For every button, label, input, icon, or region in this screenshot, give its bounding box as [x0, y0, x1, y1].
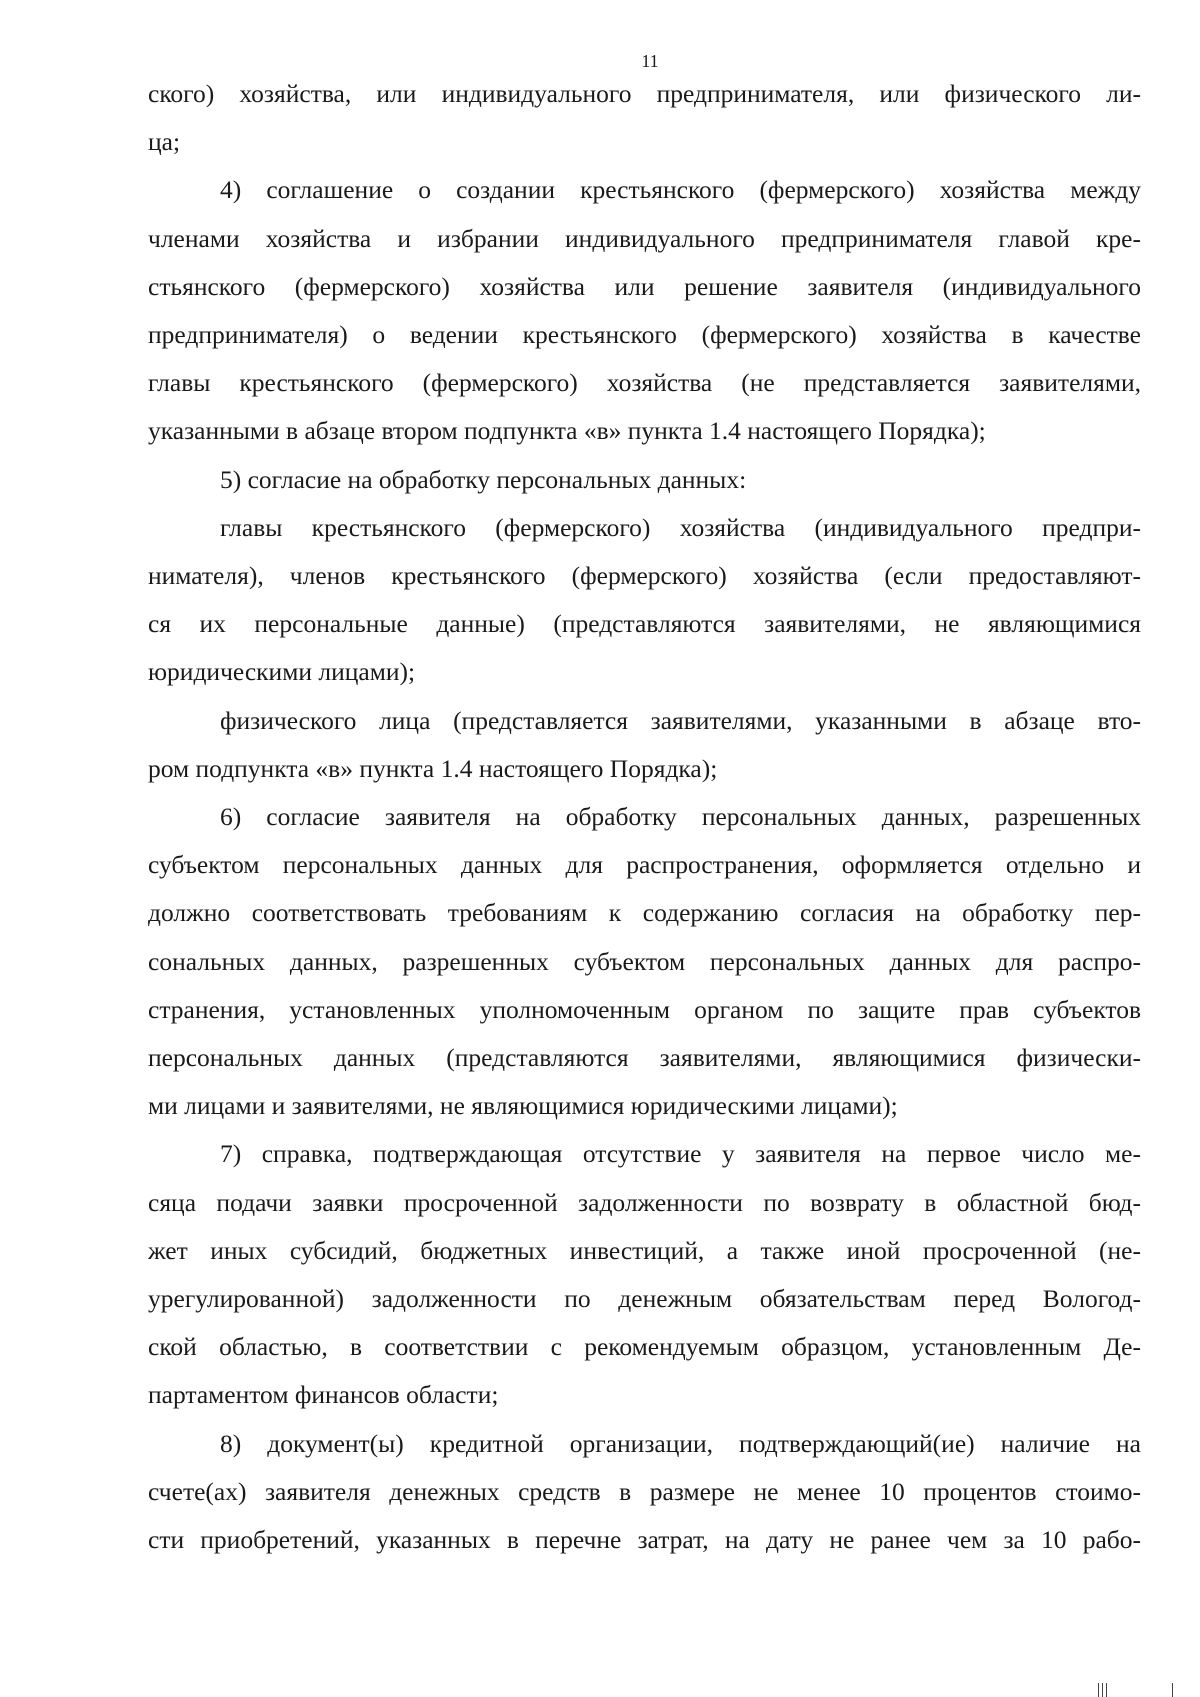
scan-edge-mark: [1172, 1683, 1173, 1697]
text-line: сяца подачи заявки просроченной задолженности по возврату в областной бюд-: [148, 1187, 1141, 1217]
text-line: главы крестьянского (фермерского) хозяйства (индивидуального предпри-: [220, 512, 1141, 542]
scan-edge-mark: [1106, 1683, 1107, 1697]
text-line: жет иных субсидий, бюджетных инвестиций, а также иной просроченной (не-: [148, 1235, 1141, 1265]
text-line: странения, установленных уполномоченным органом по защите прав субъектов: [148, 994, 1141, 1024]
text-line: ца;: [148, 127, 181, 157]
text-line: главы крестьянского (фермерского) хозяйства (не представляется заявителями,: [148, 368, 1141, 398]
text-line: ского) хозяйства, или индивидуального предпринимателя, или физического ли-: [148, 79, 1141, 108]
text-line: 5) согласие на обработку персональных данных:: [220, 464, 747, 494]
text-line: 6) согласие заявителя на обработку персональных данных, разрешенных: [220, 802, 1141, 832]
text-line: ми лицами и заявителями, не являющимися юридическими лицами);: [148, 1091, 898, 1121]
text-line: должно соответствовать требованиям к содержанию согласия на обработку пер-: [148, 898, 1141, 928]
text-line: физического лица (представляется заявителями, указанными в абзаце вто-: [220, 705, 1141, 735]
text-line: 7) справка, подтверждающая отсутствие у заявителя на первое число ме-: [220, 1139, 1141, 1169]
scan-edge-mark: [1098, 1683, 1099, 1697]
document-body: [148, 70, 1141, 1564]
text-line: 8) документ(ы) кредитной организации, подтверждающий(ие) наличие на: [220, 1428, 1141, 1458]
text-line: сональных данных, разрешенных субъектом персональных данных для распро-: [148, 946, 1141, 976]
text-line: стьянского (фермерского) хозяйства или решение заявителя (индивидуального: [148, 271, 1141, 301]
text-line: членами хозяйства и избрании индивидуального предпринимателя главой кре-: [148, 223, 1141, 253]
text-line: ской областью, в соответствии с рекомендуемым образцом, установленным Де-: [148, 1332, 1141, 1362]
text-line: юридическими лицами);: [148, 657, 416, 687]
text-line: ром подпункта «в» пункта 1.4 настоящего Порядка);: [148, 753, 718, 783]
text-line: партаментом финансов области;: [148, 1380, 499, 1410]
text-line: сти приобретений, указанных в перечне затрат, на дату не ранее чем за 10 рабо-: [148, 1525, 1141, 1555]
text-line: субъектом персональных данных для распространения, оформляется отдельно и: [148, 850, 1141, 880]
text-line: счете(ах) заявителя денежных средств в размере не менее 10 процентов стоимо-: [148, 1476, 1141, 1506]
text-line: ся их персональные данные) (представляются заявителями, не являющимися: [148, 609, 1141, 639]
scan-edge-mark: [1102, 1683, 1103, 1697]
text-line: предпринимателя) о ведении крестьянского (фермерского) хозяйства в качестве: [148, 320, 1141, 350]
text-line: 4) соглашение о создании крестьянского (фермерского) хозяйства между: [220, 175, 1141, 205]
text-line: урегулированной) задолженности по денежным обязательствам перед Вологод-: [148, 1284, 1141, 1314]
page-number: 11: [641, 51, 659, 71]
text-line: указанными в абзаце втором подпункта «в» пункта 1.4 настоящего Порядка);: [148, 416, 986, 446]
text-line: персональных данных (представляются заявителями, являющимися физически-: [148, 1043, 1141, 1073]
text-line: нимателя), членов крестьянского (фермерского) хозяйства (если предоставляют-: [148, 561, 1141, 591]
